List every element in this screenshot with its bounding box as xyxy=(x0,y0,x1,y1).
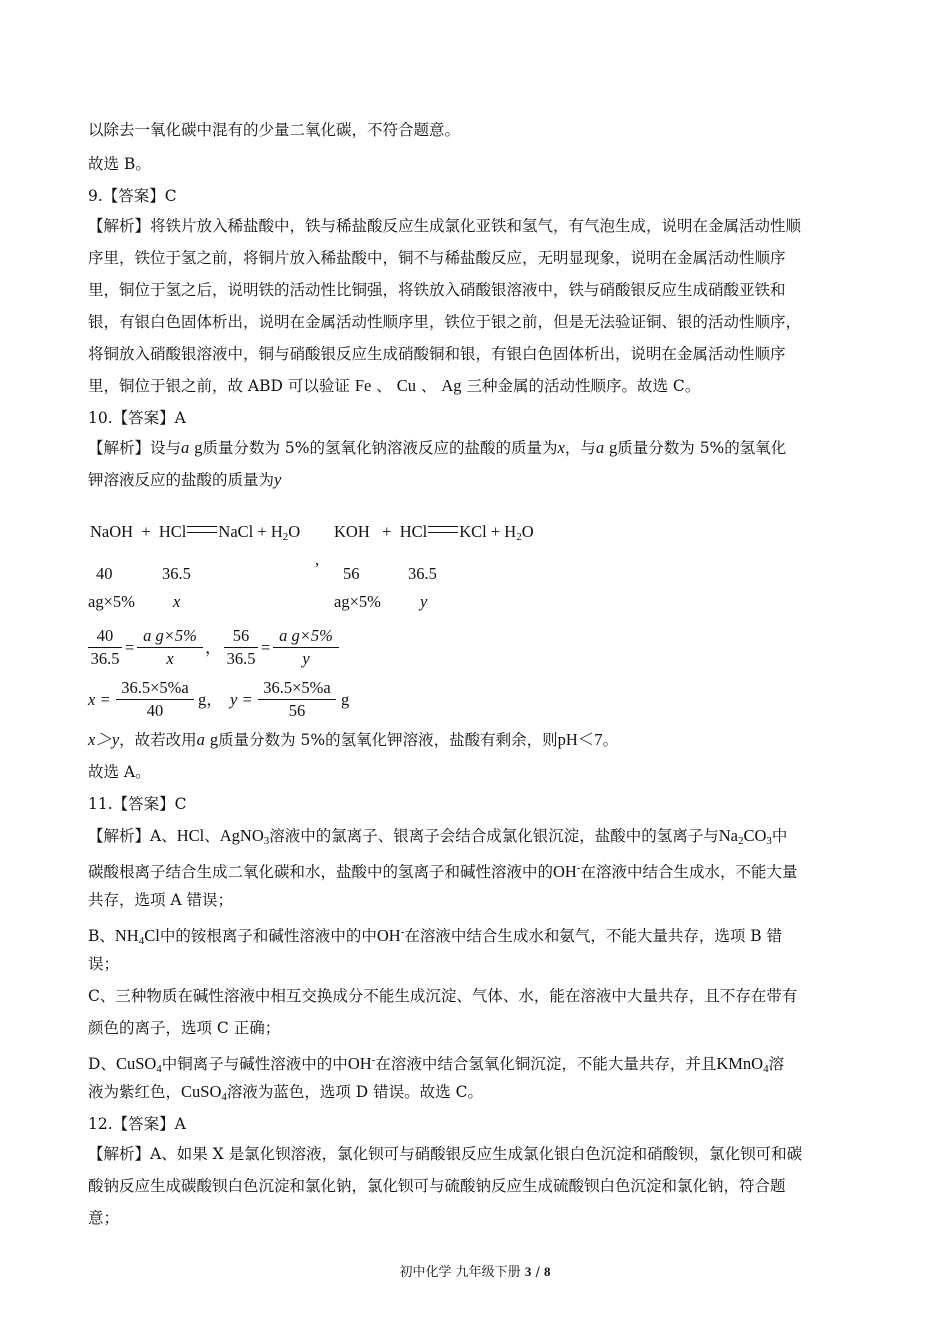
equals-sign: = xyxy=(125,638,135,657)
plus-sign: + xyxy=(490,522,501,541)
page-separator: / xyxy=(531,1265,544,1280)
text-line: 意； xyxy=(88,1209,120,1227)
math-var: a xyxy=(181,438,190,457)
text-span: 【解析】设与 xyxy=(88,439,182,457)
formula: NaCl xyxy=(218,522,254,541)
solution-lhs: x = xyxy=(88,690,111,709)
text-line xyxy=(88,376,700,396)
text-line xyxy=(88,470,281,490)
fraction xyxy=(137,626,203,669)
formula: CuSO xyxy=(181,1082,222,1101)
text-span: 质量分数为 5%的氢氧化钠溶液反应的盐酸的质量为 xyxy=(202,439,558,457)
text-span: ，与 xyxy=(564,439,596,457)
text-span: 液为紫红色， xyxy=(88,1083,182,1101)
page-footer xyxy=(0,1261,950,1280)
mass-expression: ag×5% xyxy=(334,592,381,611)
formula: OH xyxy=(553,862,577,881)
text-line xyxy=(88,858,798,882)
text-span: 溶液中的氯离子、银离子会结合成氯化银沉淀，盐酸中的氢离子与 xyxy=(269,827,719,845)
math-unit: g xyxy=(194,438,203,457)
text-span: 钾溶液反应的盐酸的质量为 xyxy=(88,471,275,489)
equals-double-line xyxy=(428,526,458,533)
text-line: 里，铜位于氢之后，说明铁的活动性比铜强，将铁放入硝酸银溶液中，铁与硝酸银反应生成硝酸亚铁和 xyxy=(88,281,786,299)
text-line: 酸钠反应生成碳酸钡白色沉淀和氯化钠，氯化钡可与硫酸钠反应生成硫酸钡白色沉淀和氯化钠，符合题 xyxy=(88,1177,786,1195)
text-line: 以除去一氧化碳中混有的少量二氧化碳，不符合题意。 xyxy=(88,121,461,139)
text-span: 中 xyxy=(771,827,788,845)
subscript: 3 xyxy=(766,835,772,847)
fraction xyxy=(116,678,194,721)
text-line: 误； xyxy=(88,955,120,973)
fraction xyxy=(273,626,339,669)
text-span: 中铜离子与碱性溶液中的中 xyxy=(161,1055,348,1073)
text-line: 【解析】将铁片放入稀盐酸中，铁与稀盐酸反应生成氯化亚铁和氢气，有气泡生成，说明在金属活动性顺 xyxy=(88,217,802,235)
molar-mass: 56 xyxy=(343,564,360,583)
subscript: 4 xyxy=(221,1091,227,1103)
numerator: 36.5×5%a xyxy=(263,678,331,697)
text-line: C、三种物质在碱性溶液中相互交换成分不能生成沉淀、气体、水，能在溶液中大量共存，且不存在带有 xyxy=(88,987,798,1005)
math-unit: g xyxy=(609,438,618,457)
subscript: 2 xyxy=(516,531,522,543)
answer-heading-q9: 9.【答案】C xyxy=(88,187,177,205)
formula: O xyxy=(521,522,534,541)
solution-lhs: y = xyxy=(230,690,253,709)
denominator: 40 xyxy=(146,701,164,720)
separator: ， xyxy=(205,638,222,657)
formula: HCl xyxy=(399,522,428,541)
numerator: a g×5% xyxy=(279,626,333,645)
text-line xyxy=(88,1050,784,1079)
answer-heading-q11: 11.【答案】C xyxy=(88,795,187,813)
text-span: 质量分数为 5%的氢氧化钾溶液，盐酸有剩余，则 xyxy=(218,731,558,749)
fraction xyxy=(88,626,122,669)
text-span: 在溶液中结合生成水和氨气，不能大量共存，选项 B 错 xyxy=(404,927,783,945)
formula: Na xyxy=(718,826,738,845)
fraction xyxy=(224,626,258,669)
chemical-equation-naoh xyxy=(90,522,300,547)
formula: CuSO xyxy=(115,1054,157,1073)
denominator: x xyxy=(166,649,174,668)
math-var: a xyxy=(196,730,205,749)
superscript: - xyxy=(371,1054,376,1066)
element-symbol: Cu xyxy=(396,376,416,395)
text-line: 故选 A。 xyxy=(88,763,151,781)
text-line: 银，有银白色固体析出，说明在金属活动性顺序里，铁位于银之前，但是无法验证铜、银的活动性顺序， xyxy=(88,313,802,331)
numerator: 36.5×5%a xyxy=(121,678,189,697)
text-span: 溶液为蓝色，选项 D 错误。故选 C。 xyxy=(226,1083,483,1101)
text-line xyxy=(88,1082,483,1107)
footer-subject: 初中化学 九年级下册 xyxy=(399,1265,521,1280)
plus-sign: + xyxy=(257,522,267,541)
text-span: 溶 xyxy=(768,1055,785,1073)
text-line: 序里，铁位于氢之前，将铜片放入稀盐酸中，铜不与稀盐酸反应，无明显现象，说明在金属活动性顺序 xyxy=(88,249,786,267)
formula: KCl xyxy=(459,522,487,541)
unit: g xyxy=(341,690,350,709)
denominator: 36.5 xyxy=(90,649,120,668)
element-symbol: Ag xyxy=(441,376,462,395)
formula: NaOH xyxy=(90,522,134,541)
formula: H xyxy=(270,522,283,541)
mass-expression: ag×5% xyxy=(88,592,135,611)
formula: KOH xyxy=(334,522,370,541)
formula: KMnO xyxy=(716,1054,764,1073)
page-number: 3 xyxy=(524,1264,532,1279)
fraction xyxy=(258,678,336,721)
formula: Cl xyxy=(144,926,160,945)
formula: HCl xyxy=(158,522,187,541)
comma: , xyxy=(315,550,320,569)
text-span: 【解析】A、 xyxy=(88,827,177,845)
page-total: 8 xyxy=(543,1264,551,1279)
text-line xyxy=(88,730,618,750)
math-var: a xyxy=(595,438,605,457)
text-span: 在溶液中结合氢氧化铜沉淀，不能大量共存，并且 xyxy=(375,1055,717,1073)
separator: 、 xyxy=(376,377,392,395)
equals-double-line xyxy=(187,526,217,533)
formula: OH xyxy=(376,926,401,945)
denominator: y xyxy=(302,649,310,668)
superscript: - xyxy=(576,862,581,874)
formula: NH xyxy=(114,926,139,945)
superscript: - xyxy=(400,926,405,938)
numerator: 56 xyxy=(232,626,250,645)
subscript: 4 xyxy=(156,1063,162,1075)
answer-heading-q10: 10.【答案】A xyxy=(88,409,186,427)
subscript: 2 xyxy=(738,835,744,847)
math-var: y xyxy=(274,470,282,489)
numerator: a g×5% xyxy=(143,626,197,645)
math-var: x xyxy=(557,438,565,457)
separator: 、 xyxy=(420,377,437,395)
subscript: 4 xyxy=(763,1063,769,1075)
text-span: 在溶液中结合生成水，不能大量 xyxy=(580,863,798,881)
answer-heading-q12: 12.【答案】A xyxy=(88,1115,186,1133)
numerator: 40 xyxy=(96,626,114,645)
molar-mass: 36.5 xyxy=(162,564,191,583)
text-line xyxy=(88,826,787,851)
chemical-equation-koh xyxy=(334,522,534,547)
text-line: 故选 B。 xyxy=(88,155,151,173)
formula: CO xyxy=(743,826,767,845)
text-span: ，故若改用 xyxy=(119,731,197,749)
molar-mass: 40 xyxy=(96,564,113,583)
subscript: 2 xyxy=(282,531,289,543)
math-unit: g xyxy=(209,730,219,749)
denominator: 56 xyxy=(288,701,306,720)
text-span: 三种金属的活动性顺序。故选 C。 xyxy=(466,377,701,395)
text-line xyxy=(88,922,782,951)
text-line: 【解析】A、如果 X 是氯化钡溶液，氯化钡可与硝酸银反应生成氯化银白色沉淀和硝酸钡，氯化钡可和碳 xyxy=(88,1145,803,1163)
text-line: 将铜放入硝酸银溶液中，铜与硝酸银反应生成硝酸铜和银，有银白色固体析出，说明在金属活动性顺序 xyxy=(88,345,786,363)
formula: OH xyxy=(347,1054,372,1073)
element-symbol: Fe xyxy=(354,376,372,395)
formula: AgNO xyxy=(219,826,264,845)
math-inequality: x＞y xyxy=(88,730,120,749)
text-span: 中的铵根离子和碱性溶液中的中 xyxy=(159,927,377,945)
unit: g， xyxy=(198,690,223,709)
subscript: 3 xyxy=(263,835,270,847)
text-span: 、 xyxy=(204,827,220,845)
denominator: 36.5 xyxy=(226,649,256,668)
formula: O xyxy=(288,522,301,541)
subscript: 4 xyxy=(138,935,145,947)
text-span: 质量分数为 5%的氢氧化 xyxy=(617,439,787,457)
math-var: x xyxy=(173,592,181,611)
text-line: 共存，选项 A 错误； xyxy=(88,891,234,909)
text-span: 里，铜位于银之前，故 ABD 可以验证 xyxy=(88,377,350,395)
formula: HCl xyxy=(176,826,205,845)
text-span: D、 xyxy=(88,1055,116,1073)
text-span: 碳酸根离子结合生成二氧化碳和水，盐酸中的氢离子和碱性溶液中的 xyxy=(88,863,554,881)
molar-mass: 36.5 xyxy=(408,564,437,583)
text-span: B、 xyxy=(88,927,115,945)
text-span: 。 xyxy=(602,731,619,749)
equals-sign: = xyxy=(261,638,271,657)
text-line: 颜色的离子，选项 C 正确； xyxy=(88,1019,281,1037)
text-line xyxy=(88,438,786,458)
plus-sign: + xyxy=(141,522,151,541)
ph-expression: pH＜7 xyxy=(557,730,603,749)
math-var: y xyxy=(420,592,428,611)
plus-sign: + xyxy=(382,522,392,541)
formula: H xyxy=(504,522,517,541)
